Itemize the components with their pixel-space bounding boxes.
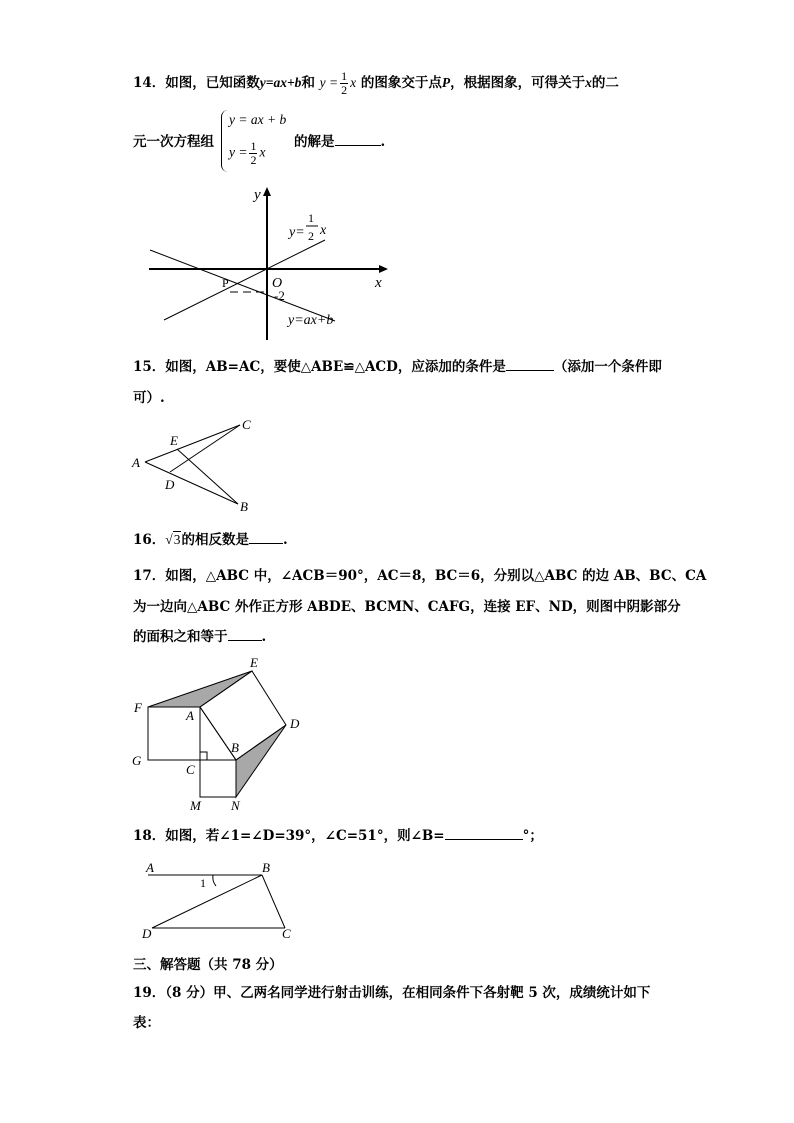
- angle-1-arc: [213, 875, 216, 886]
- q15-answer-blank[interactable]: [506, 358, 554, 371]
- q16-answer-blank[interactable]: [249, 531, 283, 544]
- q18-end: °；: [522, 828, 543, 844]
- q14-sys-eq2: [229, 140, 265, 167]
- q14-line2-a: 元一次方程组: [133, 134, 214, 150]
- q14-sys-eq1: y = ax + b: [229, 112, 287, 127]
- segment-DB: [152, 875, 262, 928]
- q14-x: x: [350, 75, 357, 90]
- q18-figure: [140, 858, 300, 942]
- q14-point: P: [441, 75, 451, 90]
- q15-line1: [133, 357, 662, 377]
- q14-line1: [133, 70, 619, 97]
- label-half-num: 1: [308, 211, 314, 225]
- label-neg2: -2: [274, 288, 285, 303]
- q18-label-C: C: [282, 926, 291, 941]
- q14-frac-num: 1: [341, 69, 348, 83]
- q16-radicand: 3: [173, 532, 181, 547]
- q14-line2-lead: [133, 132, 214, 152]
- q16-suffix: 的相反数是: [181, 532, 249, 548]
- q15-text: 15．如图，AB=AC，要使△ABE≌△ACD，应添加的条件是: [133, 359, 506, 375]
- graph-x-label: x: [375, 275, 382, 291]
- q14-line2-b: 的解是: [294, 134, 335, 150]
- q14-answer-blank[interactable]: [335, 133, 381, 146]
- q18-text: 18．如图，若∠1=∠D=39°，∠C=51°，则∠B=: [133, 828, 445, 844]
- x-axis-arrow: [379, 265, 388, 273]
- q14-text-f: 的二: [591, 75, 619, 91]
- q14-sys-frac-num: 1: [250, 139, 257, 153]
- q17-label-F: F: [134, 700, 142, 715]
- q18-label-B: B: [262, 860, 270, 875]
- q14-func1: y=ax+b: [259, 75, 302, 90]
- q15-line2: 可）.: [133, 390, 165, 406]
- q16-sqrt: √3: [165, 532, 181, 547]
- q14-sys-frac-den: 2: [250, 153, 257, 167]
- line-ax-b: [150, 250, 335, 321]
- q17-text3: 的面积之和等于: [133, 629, 228, 645]
- y-axis-arrow: [263, 187, 271, 196]
- q15-figure: [130, 412, 270, 516]
- q18-answer-blank[interactable]: [445, 827, 523, 840]
- shaded-triangle-BDN: [236, 725, 286, 797]
- q18-label-A: A: [146, 860, 154, 875]
- q17-end: .: [261, 629, 267, 645]
- q14-text-b: 和: [301, 75, 315, 91]
- q15-text-tail: （添加一个条件即: [553, 359, 662, 375]
- q15-label-C: C: [242, 417, 251, 432]
- q14-line2-c: .: [380, 134, 386, 150]
- q17-label-N: N: [231, 798, 240, 813]
- q14-x2: x: [585, 75, 592, 90]
- label-half-x: x: [320, 223, 327, 238]
- q17-label-E: E: [250, 655, 258, 670]
- q14-sys-eq2-lhs: y =: [229, 144, 248, 160]
- q14-fraction: [340, 70, 348, 97]
- q14-brace: [221, 110, 228, 172]
- q17-answer-blank[interactable]: [228, 628, 262, 641]
- q15-label-E: E: [170, 433, 178, 448]
- label-P: P: [222, 276, 229, 290]
- label-O: O: [272, 276, 283, 291]
- q14-graph: [140, 180, 400, 345]
- segment-BC: [262, 875, 285, 928]
- q16-end: .: [282, 532, 288, 548]
- q14-frac-den: 2: [341, 83, 348, 97]
- q19-line1: 19．（8 分）甲、乙两名同学进行射击训练，在相同条件下各射靶 5 次，成绩统计如下: [133, 985, 651, 1001]
- q17-label-G: G: [132, 753, 142, 768]
- q15-label-D: D: [165, 477, 175, 492]
- q14-line2-tail: [294, 132, 385, 152]
- q17-line3: [133, 627, 266, 647]
- q18-label-1: 1: [200, 876, 206, 890]
- q17-label-M: M: [190, 798, 201, 813]
- q17-label-A: A: [186, 708, 194, 723]
- q15-label-B: B: [240, 499, 248, 514]
- q14-sys-frac: [249, 140, 257, 167]
- q17-figure: [128, 655, 318, 815]
- shaded-triangle-AEF: [148, 671, 252, 707]
- q17-line1: 17．如图，△ABC 中，∠ACB＝90°，AC＝8，BC＝6，分别以△ABC 的边 AB、BC、CA: [133, 568, 707, 584]
- q18-label-D: D: [142, 926, 152, 941]
- q18-line: [133, 826, 543, 846]
- q17-label-D: D: [290, 716, 300, 731]
- q19-line2: 表：: [133, 1015, 160, 1031]
- section3-title: 三、解答题（共 78 分）: [133, 957, 283, 973]
- q14-sys-x: x: [259, 144, 266, 160]
- q14-equation-system: [221, 108, 301, 174]
- right-angle-mark: [200, 752, 207, 760]
- label-half-x-a: y=: [289, 225, 305, 240]
- q17-line2: 为一边向△ABC 外作正方形 ABDE、BCMN、CAFG，连接 EF、ND，则图中阴影部分: [133, 599, 681, 615]
- q16-line: [133, 530, 288, 550]
- q14-text-d: ，根据图象，可得关于: [450, 75, 586, 91]
- square-BCMN: [200, 760, 236, 797]
- graph-y-label: y: [254, 187, 261, 203]
- q15-label-A: A: [132, 455, 140, 470]
- q16-prefix: 16．: [133, 532, 166, 548]
- label-half-den: 2: [308, 229, 314, 243]
- q17-label-B: B: [231, 740, 239, 755]
- q14-text-c: 的图象交于点: [360, 75, 442, 91]
- q17-label-C: C: [186, 762, 195, 777]
- q14-y-eq: y =: [319, 75, 339, 90]
- label-ax-b: y=ax+b: [288, 313, 334, 328]
- q14-text-a: 14．如图，已知函数: [133, 75, 260, 91]
